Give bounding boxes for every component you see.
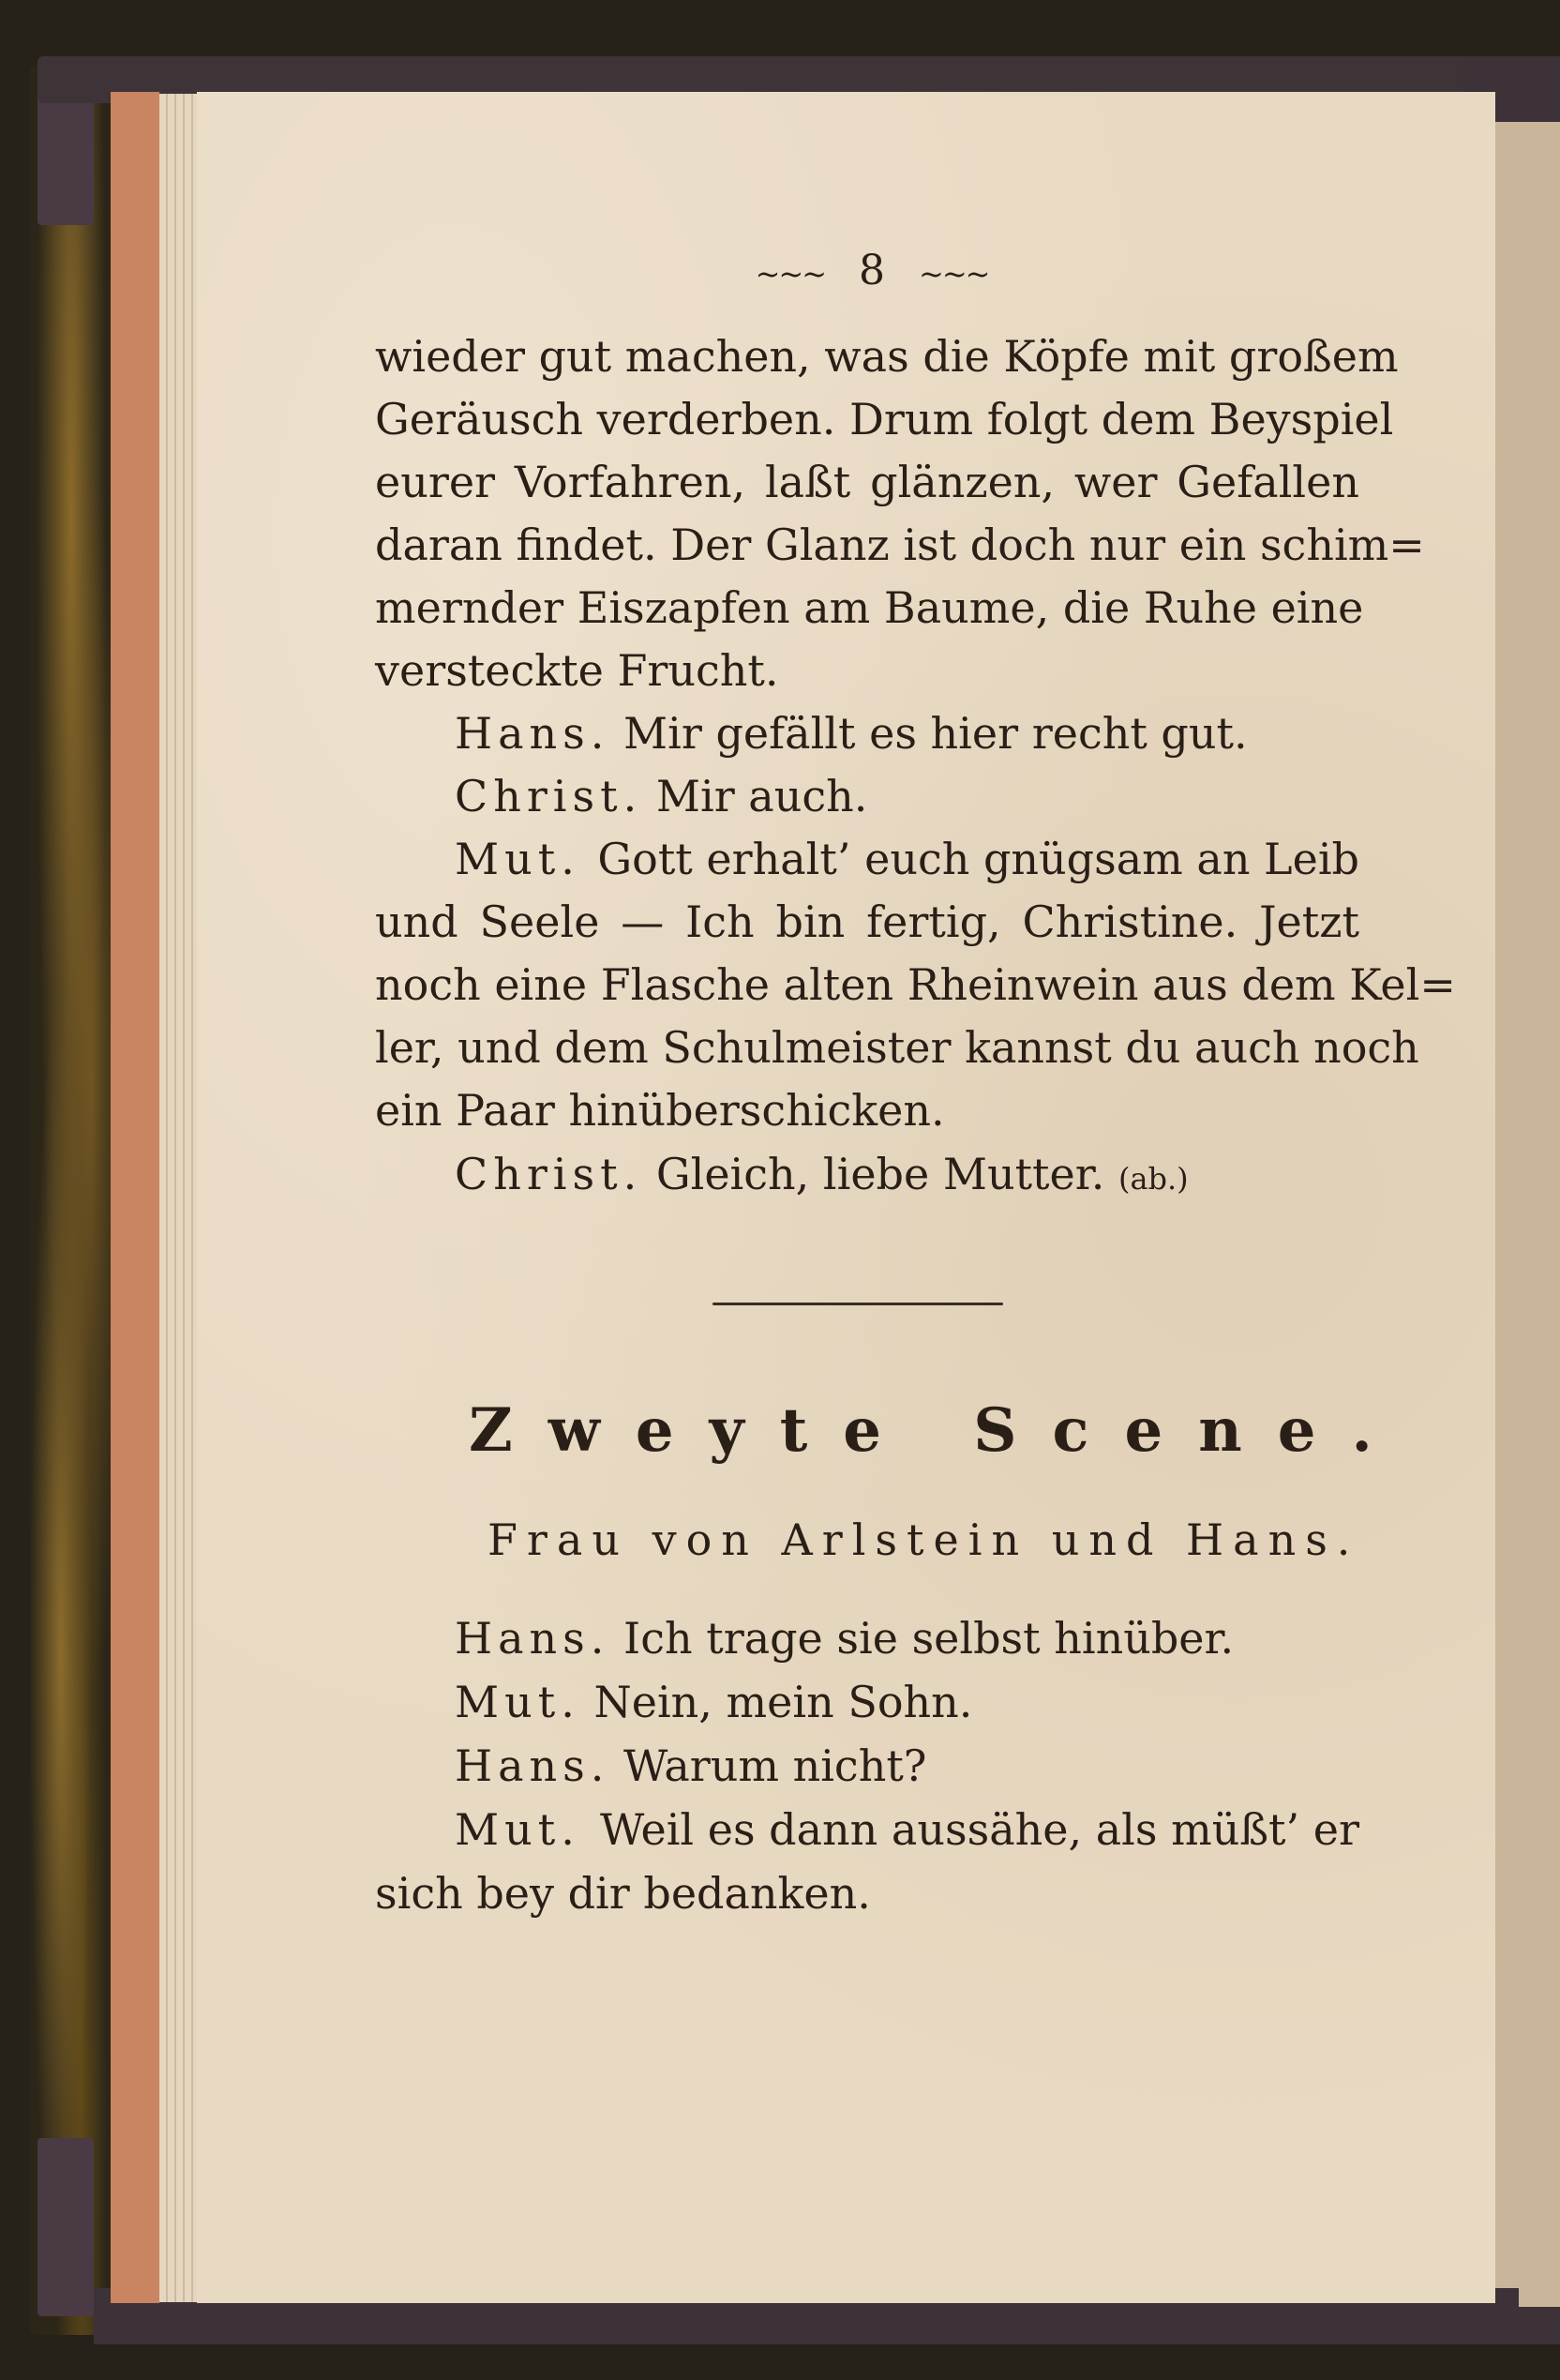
page-stack: [159, 94, 201, 2302]
page-edge: [111, 92, 159, 2303]
dialogue-line: [455, 1738, 926, 1794]
continuation-line-2: noch eine Flasche alten Rheinwein aus dem Kel=: [375, 959, 1456, 1010]
scene-divider: [712, 1303, 1003, 1305]
speaker-name: Mut.: [455, 1677, 580, 1727]
dialogue-line: [455, 831, 1359, 887]
dialogue-text: Gott erhalt’ euch gnügsam an Leib: [597, 834, 1359, 884]
cover-binding-bottom: [38, 2138, 94, 2316]
dialogue-text: Weil es dann aussähe, als müßt’ er: [599, 1804, 1359, 1855]
speaker-name: Mut.: [455, 1804, 580, 1855]
body-line-2: Geräusch verderben. Drum folgt dem Beyspiel: [375, 394, 1394, 444]
stage-direction: (ab.): [1118, 1161, 1189, 1197]
continuation-line-4: ein Paar hinüberschicken.: [375, 1085, 945, 1136]
body-line-3: eurer Vorfahren, laßt glänzen, wer Gefallen: [375, 457, 1359, 507]
dialogue-line: [455, 768, 867, 824]
ornament-left: ~~~: [755, 255, 825, 292]
ornament-right: ~~~: [919, 255, 989, 292]
page-number: 8: [859, 247, 885, 294]
dialogue-text: Nein, mein Sohn.: [593, 1677, 973, 1727]
dialogue-text: Ich trage sie selbst hinüber.: [623, 1613, 1235, 1664]
continuation-line-3: ler, und dem Schulmeister kannst du auch noch: [375, 1022, 1419, 1073]
continuation-line-1: und Seele — Ich bin fertig, Christine. Jetzt: [375, 896, 1359, 947]
body-line-5: mernder Eiszapfen am Baume, die Ruhe eine: [375, 582, 1364, 633]
body-line-4: daran findet. Der Glanz ist doch nur ein schim=: [375, 520, 1425, 570]
closing-line: [455, 1146, 1189, 1207]
body-line-1: wieder gut machen, was die Köpfe mit großem: [375, 331, 1399, 382]
dialogue-text: Mir auch.: [655, 771, 868, 821]
speaker-name: Mut.: [455, 834, 580, 884]
facing-page-edge: [1491, 122, 1560, 2307]
dialogue-line: [455, 1801, 1359, 1858]
scene-title: Zweyte Scene.: [469, 1395, 1408, 1466]
dialogue-line: [455, 1610, 1234, 1666]
dialogue-line: [455, 1674, 972, 1730]
speaker-name: Hans.: [455, 1613, 610, 1664]
page-header: [722, 247, 1022, 303]
dialogue-text: Warum nicht?: [623, 1740, 927, 1791]
final-line: sich bey dir bedanken.: [375, 1868, 871, 1919]
speaker-name: Hans.: [455, 708, 610, 759]
body-line-6: versteckte Frucht.: [375, 645, 779, 696]
dialogue-text: Gleich, liebe Mutter.: [655, 1149, 1105, 1199]
scene-subtitle: Frau von Arlstein und Hans.: [488, 1514, 1360, 1565]
dialogue-line: [455, 705, 1248, 761]
speaker-name: Hans.: [455, 1740, 610, 1791]
dialogue-text: Mir gefällt es hier recht gut.: [623, 708, 1248, 759]
speaker-name: Christ.: [455, 771, 643, 821]
speaker-name: Christ.: [455, 1149, 643, 1199]
